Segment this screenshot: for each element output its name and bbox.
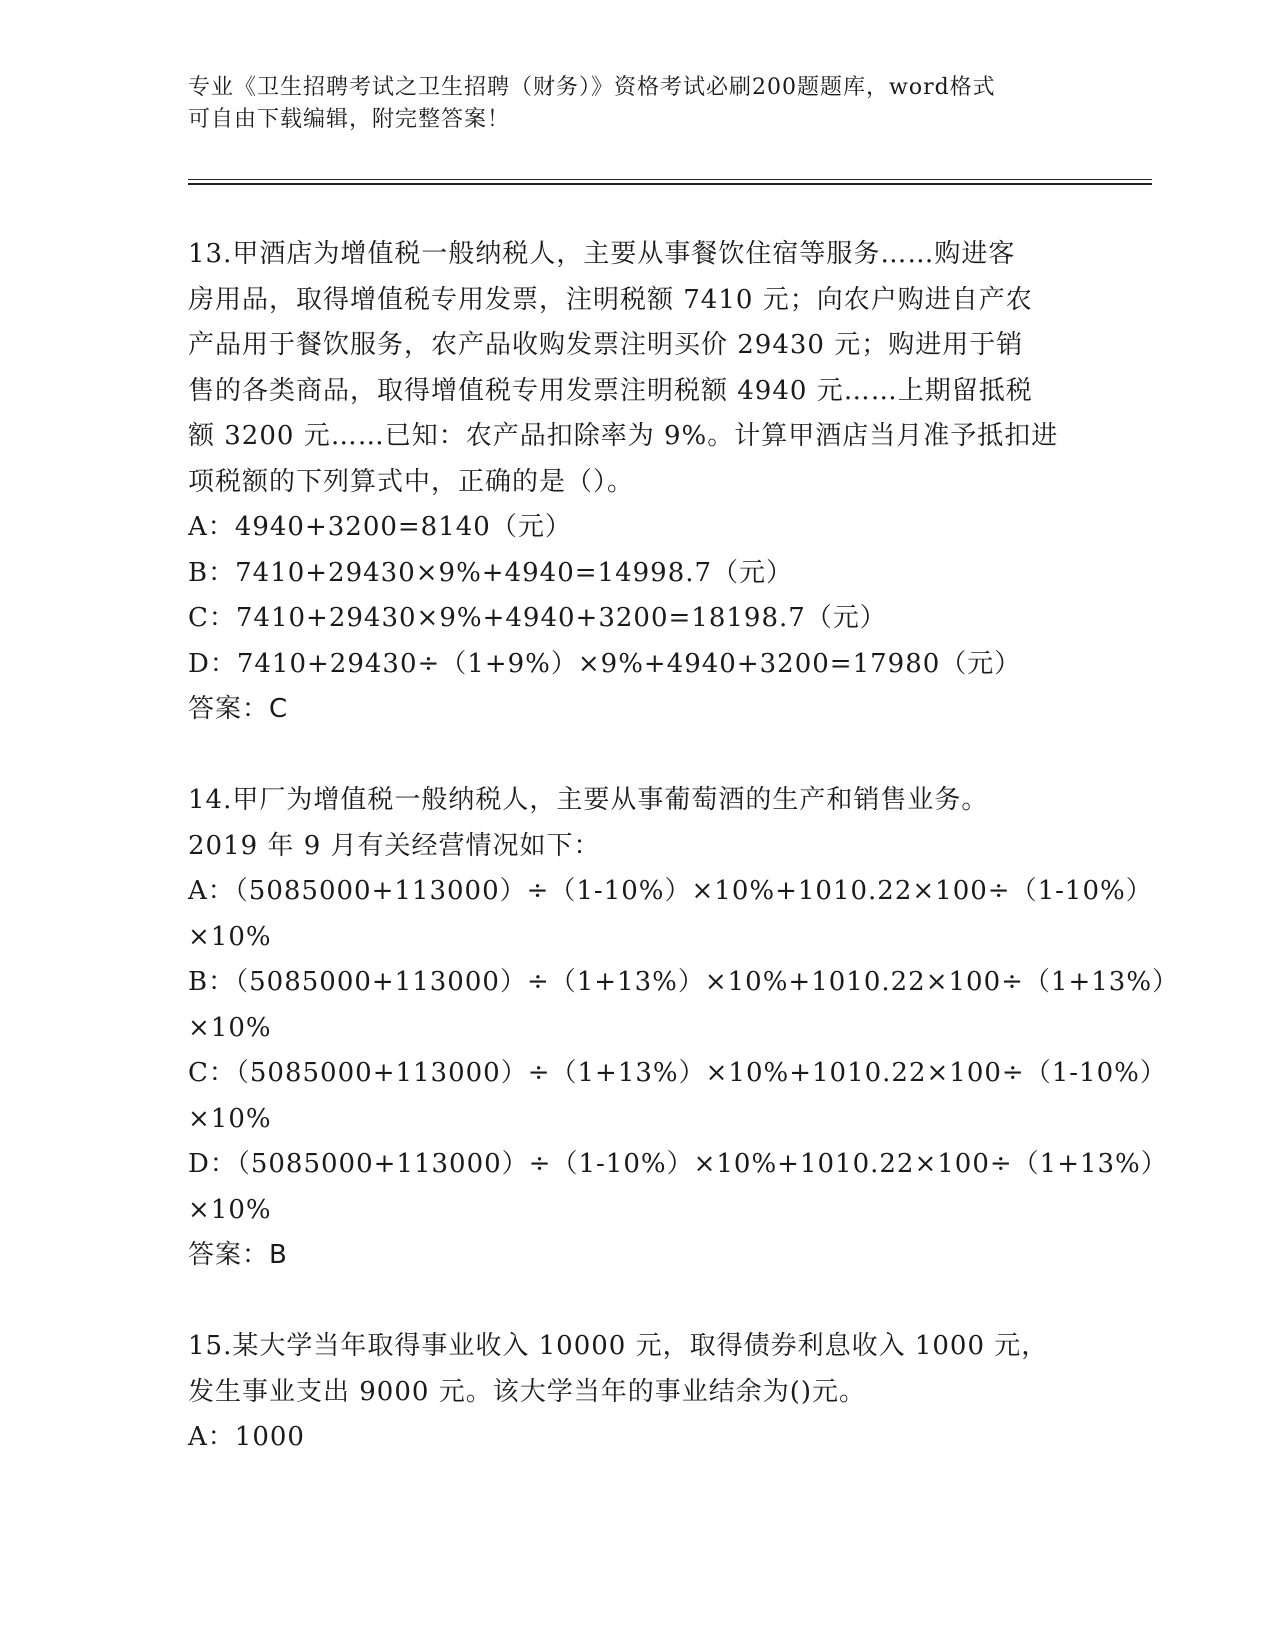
option-c-continued: ×10% <box>188 1103 272 1134</box>
question-13 <box>188 232 1088 733</box>
document-header <box>188 72 1088 136</box>
header-line: 可自由下载编辑，附完整答案！ <box>188 107 511 132</box>
question-list <box>188 232 1180 1461</box>
question-text: 发生事业支出 9000 元。该大学当年的事业结余为()元。 <box>188 1376 866 1407</box>
question-text: 产品用于餐饮服务，农产品收购发票注明买价 29430 元；购进用于销 <box>188 330 1024 360</box>
option-d-continued: ×10% <box>188 1194 272 1225</box>
option-d: D：（5085000+113000）÷（1-10%）×10%+1010.22×100÷（1+13%） <box>188 1149 1168 1179</box>
option-a: A：1000 <box>188 1422 305 1452</box>
option-b: B：7410+29430×9%+4940=14998.7（元） <box>188 557 794 588</box>
option-a: A：（5085000+113000）÷（1-10%）×10%+1010.22×100÷（1-10%） <box>188 876 1153 906</box>
option-a: A：4940+3200=8140（元） <box>188 512 572 542</box>
option-c: C：（5085000+113000）÷（1+13%）×10%+1010.22×100÷（1-10%） <box>188 1058 1167 1088</box>
question-15 <box>188 1324 1088 1461</box>
question-text: 项税额的下列算式中，正确的是（）。 <box>188 466 635 497</box>
question-text: 售的各类商品，取得增值税专用发票注明税额 4940 元……上期留抵税 <box>188 375 1033 406</box>
spacer <box>188 733 1088 779</box>
answer-text: 答案：B <box>188 1240 288 1270</box>
question-text: 14.甲厂为增值税一般纳税人，主要从事葡萄酒的生产和销售业务。 <box>188 785 989 815</box>
question-text: 额 3200 元……已知：农产品扣除率为 9%。计算甲酒店当月准予抵扣进 <box>188 421 1059 451</box>
question-text: 房用品，取得增值税专用发票，注明税额 7410 元；向农户购进自产农 <box>188 284 1033 315</box>
option-c: C：7410+29430×9%+4940+3200=18198.7（元） <box>188 603 887 633</box>
question-text: 2019 年 9 月有关经营情况如下： <box>188 830 601 861</box>
spacer <box>188 1279 1088 1325</box>
question-14 <box>188 778 1180 1279</box>
question-text: 13.甲酒店为增值税一般纳税人，主要从事餐饮住宿等服务……购进客 <box>188 239 1016 269</box>
header-divider <box>188 183 1152 185</box>
answer-text: 答案：C <box>188 694 289 724</box>
question-text: 15.某大学当年取得事业收入 10000 元，取得债券利息收入 1000 元， <box>188 1331 1049 1361</box>
option-b-continued: ×10% <box>188 1012 272 1043</box>
option-b: B：（5085000+113000）÷（1+13%）×10%+1010.22×100÷（1+13%） <box>188 967 1180 997</box>
option-a-continued: ×10% <box>188 921 272 952</box>
header-line: 专业《卫生招聘考试之卫生招聘（财务）》资格考试必刷200题题库，word格式 <box>188 75 996 100</box>
option-d: D：7410+29430÷（1+9%）×9%+4940+3200=17980（元） <box>188 648 1022 679</box>
header-divider <box>188 179 1152 180</box>
